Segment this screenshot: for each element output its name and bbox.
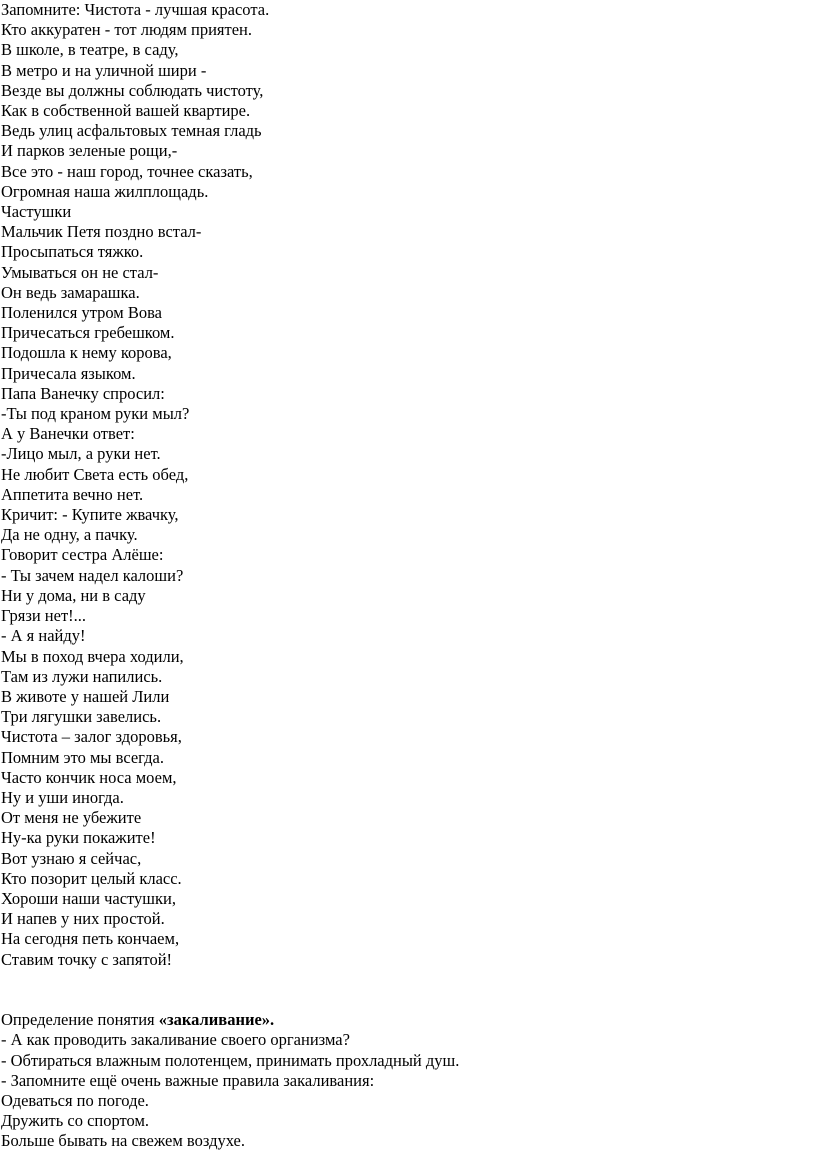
definition-block (1, 1010, 816, 1151)
poem-line: Поленился утром Вова (1, 303, 163, 323)
poem-line: -Ты под краном руки мыл? (1, 404, 190, 424)
definition-line: - Запомните ещё очень важные правила закаливания: (1, 1070, 375, 1090)
poem-line: Подошла к нему корова, (1, 343, 172, 363)
poem-line: Все это - наш город, точнее сказать, (1, 161, 253, 181)
poem-line: В метро и на уличной шири - (1, 60, 207, 80)
poem-line: Не любит Света есть обед, (1, 464, 189, 484)
definition-line: Одеваться по погоде. (1, 1090, 149, 1110)
poem-line: Причесаться гребешком. (1, 323, 175, 343)
poem-line: Умываться он не стал- (1, 262, 159, 282)
poem-line: Кто аккуратен - тот людям приятен. (1, 20, 252, 40)
poem-line: Ни у дома, ни в саду (1, 585, 146, 605)
poem-line: Кто позорит целый класс. (1, 868, 182, 888)
poem-line: Три лягушки завелись. (1, 707, 162, 727)
poem-line: И парков зеленые рощи,- (1, 141, 178, 161)
poem-line: Он ведь замарашка. (1, 282, 140, 302)
definition-line: Дружить со спортом. (1, 1111, 150, 1131)
poem-line: Вот узнаю я сейчас, (1, 848, 142, 868)
poem-line: Кричит: - Купите жвачку, (1, 505, 179, 525)
poem-line: Хороши наши частушки, (1, 888, 176, 908)
poem-line: Там из лужи напились. (1, 666, 163, 686)
definition-line: - Обтираться влажным полотенцем, принимать прохладный душ. (1, 1050, 460, 1070)
definition-line: - А как проводить закаливание своего организма? (1, 1030, 350, 1050)
poem-line: Помним это мы всегда. (1, 747, 164, 767)
poem-line: Аппетита вечно нет. (1, 484, 144, 504)
poem-line: Огромная наша жилплощадь. (1, 181, 209, 201)
definition-heading (1, 1010, 816, 1030)
poem-line: Просыпаться тяжко. (1, 242, 144, 262)
poem-line: Папа Ванечку спросил: (1, 383, 165, 403)
poem-line: Говорит сестра Алёше: (1, 545, 164, 565)
poem-line: Чистота – залог здоровья, (1, 727, 182, 747)
poem-line: - Ты зачем надел калоши? (1, 565, 184, 585)
definition-term: «закаливание». (158, 1010, 275, 1030)
poem-line: Ну и уши иногда. (1, 787, 124, 807)
poem-line: А у Ванечки ответ: (1, 424, 135, 444)
poem-line: Ведь улиц асфальтовых темная гладь (1, 121, 262, 141)
poem-line: На сегодня петь кончаем, (1, 929, 180, 949)
poem-line: В животе у нашей Лили (1, 686, 170, 706)
poem-line: От меня не убежите (1, 808, 142, 828)
poem-line: Как в собственной вашей квартире. (1, 101, 251, 121)
definition-line: Больше бывать на свежем воздухе. (1, 1131, 246, 1151)
poem-line: Часто кончик носа моем, (1, 767, 177, 787)
poem-line: В школе, в театре, в саду, (1, 40, 179, 60)
poem-line: И напев у них простой. (1, 909, 165, 929)
paragraph-gap (1, 970, 816, 1010)
poem-line: Везде вы должны соблюдать чистоту, (1, 80, 264, 100)
poem-line: Частушки (1, 202, 72, 222)
poem-line: - А я найду! (1, 626, 86, 646)
poem-line: Ну-ка руки покажите! (1, 828, 156, 848)
poem-line: Грязи нет!... (1, 606, 87, 626)
poem-line: Запомните: Чистота - лучшая красота. (1, 0, 270, 19)
poem-line: Да не одну, а пачку. (1, 525, 138, 545)
poem-line: -Лицо мыл, а руки нет. (1, 444, 161, 464)
poem-line: Ставим точку с запятой! (1, 949, 173, 969)
definition-lines (1, 1030, 816, 1151)
poem-line: Мы в поход вчера ходили, (1, 646, 184, 666)
definition-prefix: Определение понятия (1, 1010, 159, 1030)
poem-line: Мальчик Петя поздно встал- (1, 222, 202, 242)
poem-line: Причесала языком. (1, 363, 136, 383)
poem-block (1, 0, 816, 970)
